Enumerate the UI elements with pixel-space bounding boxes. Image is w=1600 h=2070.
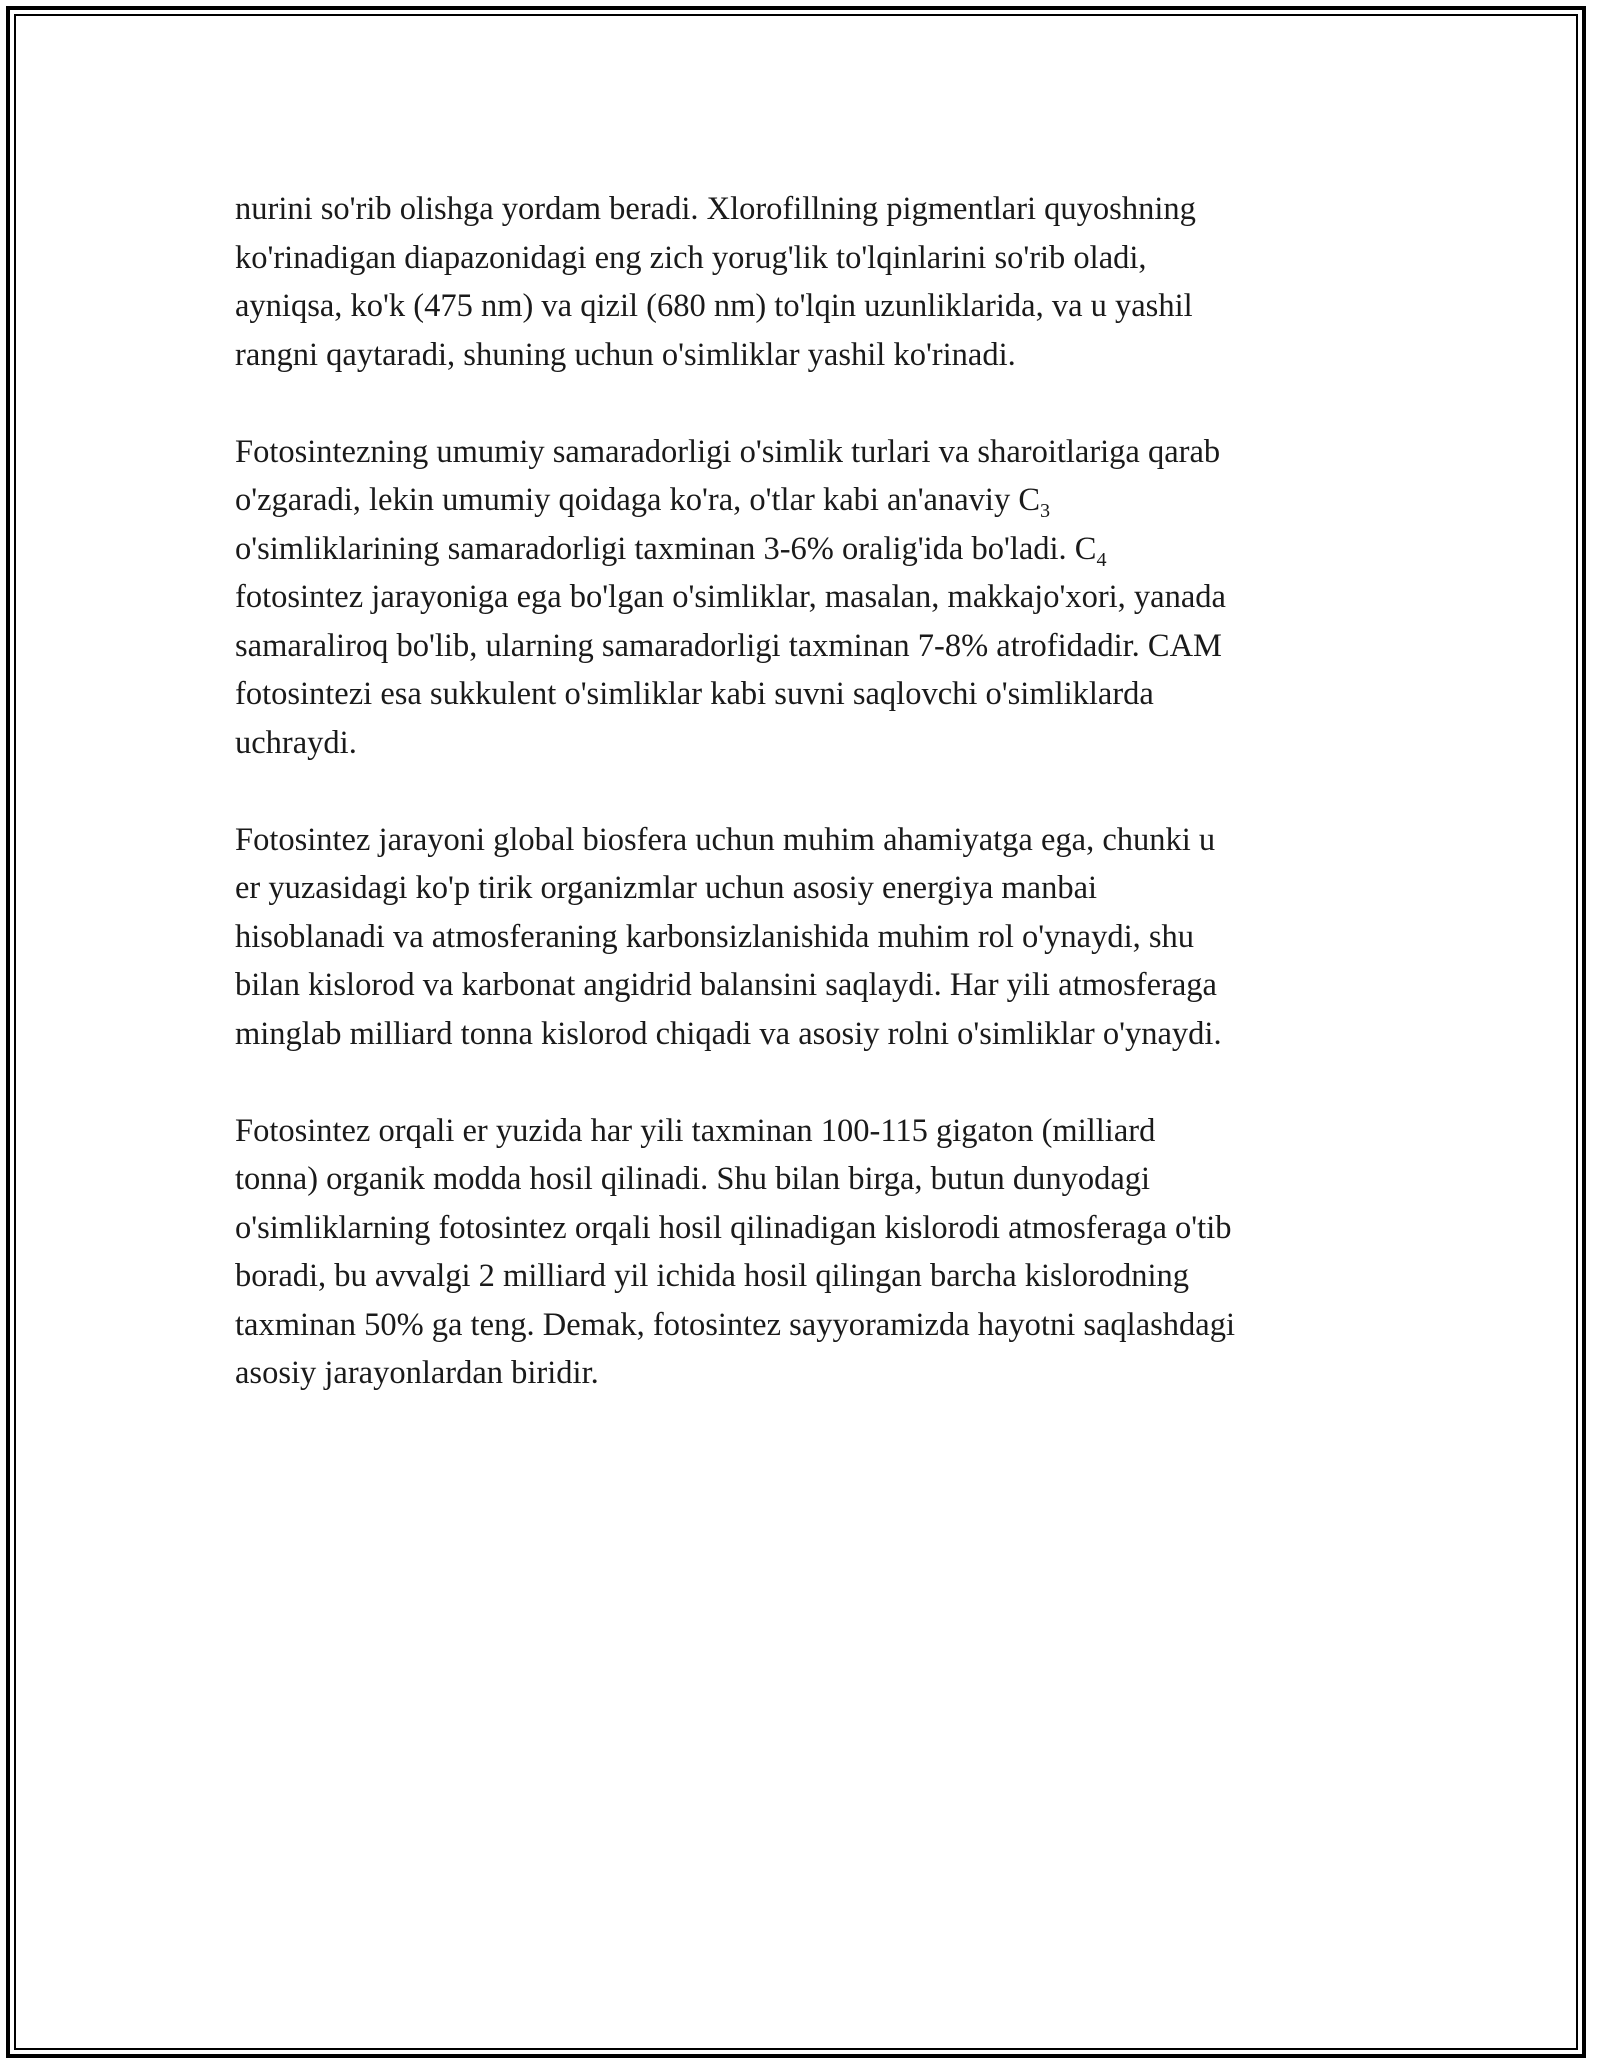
text-line: hisoblanadi va atmosferaning karbonsizlanishida muhim rol o'ynaydi, shu: [235, 918, 1195, 955]
text-line: rangni qaytaradi, shuning uchun o'simliklar yashil ko'rinadi.: [235, 336, 1016, 373]
subscript-3: 3: [1040, 500, 1051, 523]
text-line: taxminan 50% ga teng. Demak, fotosintez sayyoramizda hayotni saqlashdagi: [235, 1306, 1235, 1343]
text-line: minglab milliard tonna kislorod chiqadi va asosiy rolni o'simliklar o'ynaydi.: [235, 1015, 1222, 1052]
document-body: [235, 185, 1375, 1446]
paragraph-1: [235, 185, 1375, 379]
text-line: boradi, bu avvalgi 2 milliard yil ichida hosil qilingan barcha kislorodning: [235, 1258, 1190, 1294]
text-line: uchraydi.: [235, 724, 357, 761]
text-line: ayniqsa, ko'k (475 nm) va qizil (680 nm) to'lqin uzunliklarida, va u yashil: [235, 288, 1193, 324]
text-line: asosiy jarayonlardan biridir.: [235, 1355, 599, 1391]
paragraph-4: [235, 1107, 1375, 1398]
text-line: fotosintez jarayoniga ega bo'lgan o'simliklar, masalan, makkajo'xori, yanada: [235, 579, 1226, 615]
text-line: samaraliroq bo'lib, ularning samaradorligi taxminan 7-8% atrofidadir. CAM: [235, 627, 1222, 664]
text-line: o'zgaradi, lekin umumiy qoidaga ko'ra, o'tlar kabi an'anaviy C: [235, 482, 1040, 518]
text-line: bilan kislorod va karbonat angidrid balansini saqlaydi. Har yili atmosferaga: [235, 967, 1217, 1003]
text-line: fotosintezi esa sukkulent o'simliklar kabi suvni saqlovchi o'simliklarda: [235, 676, 1154, 712]
text-line: er yuzasidagi ko'p tirik organizmlar uchun asosiy energiya manbai: [235, 870, 1098, 906]
text-line: tonna) organik modda hosil qilinadi. Shu bilan birga, butun dunyodagi: [235, 1161, 1151, 1197]
text-line: Fotosintezning umumiy samaradorligi o'simlik turlari va sharoitlariga qarab: [235, 433, 1221, 470]
text-line: ko'rinadigan diapazonidagi eng zich yorug'lik to'lqinlarini so'rib oladi,: [235, 239, 1147, 276]
text-line: nurini so'rib olishga yordam beradi. Xlorofillning pigmentlari quyoshning: [235, 191, 1196, 227]
text-line: o'simliklarning fotosintez orqali hosil qilinadigan kislorodi atmosferaga o'tib: [235, 1209, 1232, 1246]
text-line: Fotosintez orqali er yuzida har yili taxminan 100-115 gigaton (milliard: [235, 1112, 1156, 1149]
paragraph-3: [235, 816, 1375, 1059]
subscript-4: 4: [1096, 548, 1107, 571]
text-line: Fotosintez jarayoni global biosfera uchun muhim ahamiyatga ega, chunki u: [235, 821, 1216, 858]
paragraph-2: [235, 428, 1375, 768]
text-line: o'simliklarining samaradorligi taxminan 3-6% oralig'ida bo'ladi. C: [235, 530, 1097, 567]
